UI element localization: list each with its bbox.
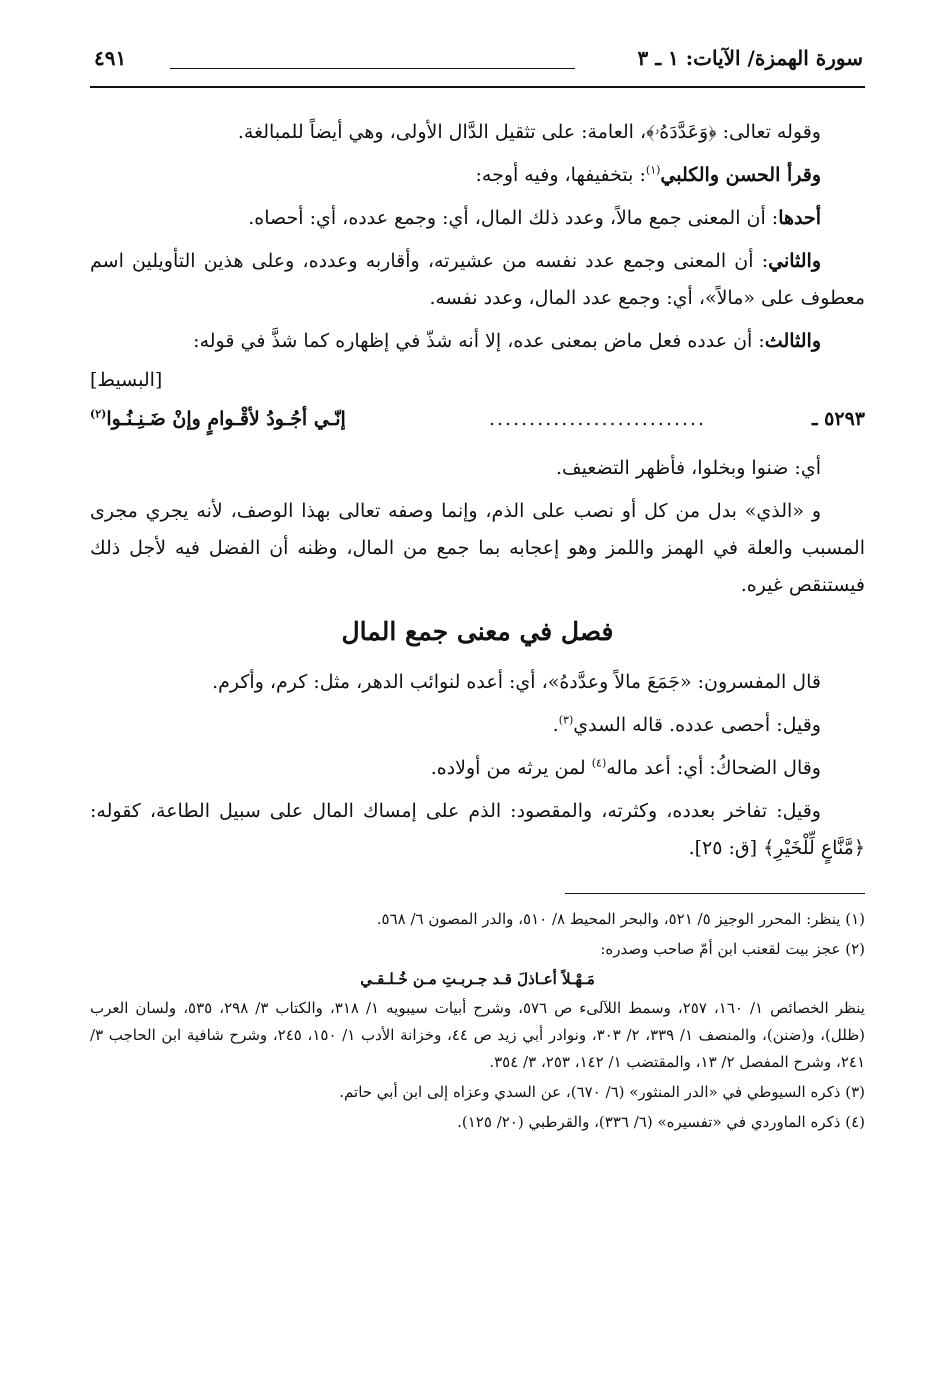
running-title: سورة الهمزة/ الآيات: ١ ـ ٣: [637, 46, 863, 70]
paragraph: [90, 200, 865, 237]
paragraph: [90, 243, 865, 317]
paragraph-lead: والثالث: [764, 330, 821, 352]
footnote: (٢) عجز بيت لقعنب ابن أمّ صاحب وصدره:: [600, 940, 865, 958]
paragraph-text: وقال الضحاكُ: أي: أعد ماله: [606, 757, 821, 779]
header-rule: [170, 68, 575, 69]
paragraph: وقوله تعالى: ﴿وَعَدَّدَهُۥ﴾، العامة: على تثقيل الدَّال الأولى، وهي أيضاً للمبالغة.: [237, 121, 821, 143]
verse-text: [90, 401, 420, 438]
paragraph-text: : أن عدده فعل ماض بمعنى عده، إلا أنه شذّ في إظهاره كما شذَّ في قوله:: [193, 330, 765, 352]
paragraph: و «الذي» بدل من كل أو نصب على الذم، وإنما وصفه تعالى بهذا الوصف، لأنه يجري مجرى المسبب والعلة في الهمز واللمز وهو إعجابه بما جمع من المال، وظنه أن الفضل فيه لأجل ذلك فيستنقص غيره.: [90, 500, 865, 596]
verse-line: [90, 401, 865, 438]
book-page: [90, 40, 865, 1139]
footnote-ref[interactable]: (٢): [90, 407, 107, 421]
paragraph: وقيل: تفاخر بعدده، وكثرته، والمقصود: الذم على إمساك المال على سبيل الطاعة، كقوله: ﴿مَّنَّاعٍ لِّلْخَيْرِ﴾ [ق: ٢٥].: [90, 800, 865, 859]
paragraph: قال المفسرون: «جَمَعَ مالاً وعدَّدهُ»، أي: أعده لنوائب الدهر، مثل: كرم، وأكرم.: [212, 671, 821, 693]
footnote-verse: مَـهْـلاً أعـاذلَ قـد جـربـتِ مـن خُـلـقـي: [360, 970, 595, 988]
verse-ellipsis: ...........................: [488, 408, 707, 430]
verse-hemistich: إنّـي أجُـودُ لأقْـوامٍ وإنْ ضَـنِـنُـوا: [106, 408, 346, 430]
paragraph: [90, 157, 865, 194]
paragraph-text: : أن المعنى وجمع عدد نفسه من عشيرته، وأقاربه وعدده، وعلى هذين التأويلين اسم معطوف على «مالاً»، أي: وجمع عدد المال، وعدد نفسه.: [90, 250, 865, 309]
footnote-divider: [565, 893, 865, 894]
paragraph: أي: ضنوا وبخلوا، فأظهر التضعيف.: [555, 457, 821, 479]
paragraph-text: : بتخفيفها، وفيه أوجه:: [475, 164, 646, 186]
paragraph-text: : أن المعنى جمع مالاً، وعدد ذلك المال، أي: وجمع عدده، أي: أحصاه.: [248, 207, 779, 229]
header-divider: [90, 86, 865, 88]
footnote: (٤) ذكره الماوردي في «تفسيره» (٦/ ٣٣٦)، والقرطبي (٢٠/ ١٢٥).: [457, 1113, 865, 1131]
footnote-ref[interactable]: (٤): [591, 756, 607, 770]
paragraph-text: .: [552, 714, 559, 736]
page-number: ٤٩١: [94, 46, 127, 70]
paragraph-lead: والثاني: [768, 250, 821, 272]
footnote-references: ينظر الخصائص ١/ ١٦٠، ٢٥٧، وسمط اللآلىء ص ٥٧٦، وشرح أبيات سيبويه ١/ ٣١٨، والكتاب ٣/ ٢٩٨، ٥٣٥، ولسان العرب (ظلل)، و(ضنن)، والمنصف ١/ ٣٣٩، ٢/ ٣٠٣، ونوادر أبي زيد ص ٤٤، وخزانة الأدب ١/ ١٥٠، ٢٤٥، وشرح شافية ابن الحاجب ٣/ ٢٤١، وشرح المفصل ٢/ ١٣، والمقتضب ١/ ١٤٢، ٢٥٣، ٣/ ٣٥٤.: [90, 999, 865, 1071]
footnote-ref[interactable]: (٣): [558, 713, 574, 727]
footnote-ref[interactable]: (١): [645, 163, 661, 177]
footnotes: [90, 906, 865, 1136]
footnote: (٣) ذكره السيوطي في «الدر المنثور» (٦/ ٦٧٠)، عن السدي وعزاه إلى ابن أبي حاتم.: [339, 1083, 865, 1101]
section-heading: فصل في معنى جمع المال: [341, 617, 614, 646]
poetic-meter: [البسيط]: [90, 369, 163, 391]
paragraph: [90, 750, 865, 787]
main-text: [90, 114, 865, 867]
footnote: (١) ينظر: المحرر الوجيز ٥/ ٥٢١، والبحر المحيط ٨/ ٥١٠، والدر المصون ٦/ ٥٦٨.: [376, 910, 865, 928]
paragraph-lead: أحدها: [778, 207, 821, 229]
paragraph-text: لمن يرثه من أولاده.: [430, 757, 592, 779]
verse-number: ٥٢٩٣ ـ: [811, 408, 865, 430]
paragraph: [90, 323, 865, 360]
running-header: [90, 40, 865, 84]
paragraph: [90, 707, 865, 744]
paragraph-text: وقيل: أحصى عدده. قاله السدي: [573, 714, 821, 736]
paragraph-lead: وقرأ الحسن والكلبي: [660, 164, 821, 186]
